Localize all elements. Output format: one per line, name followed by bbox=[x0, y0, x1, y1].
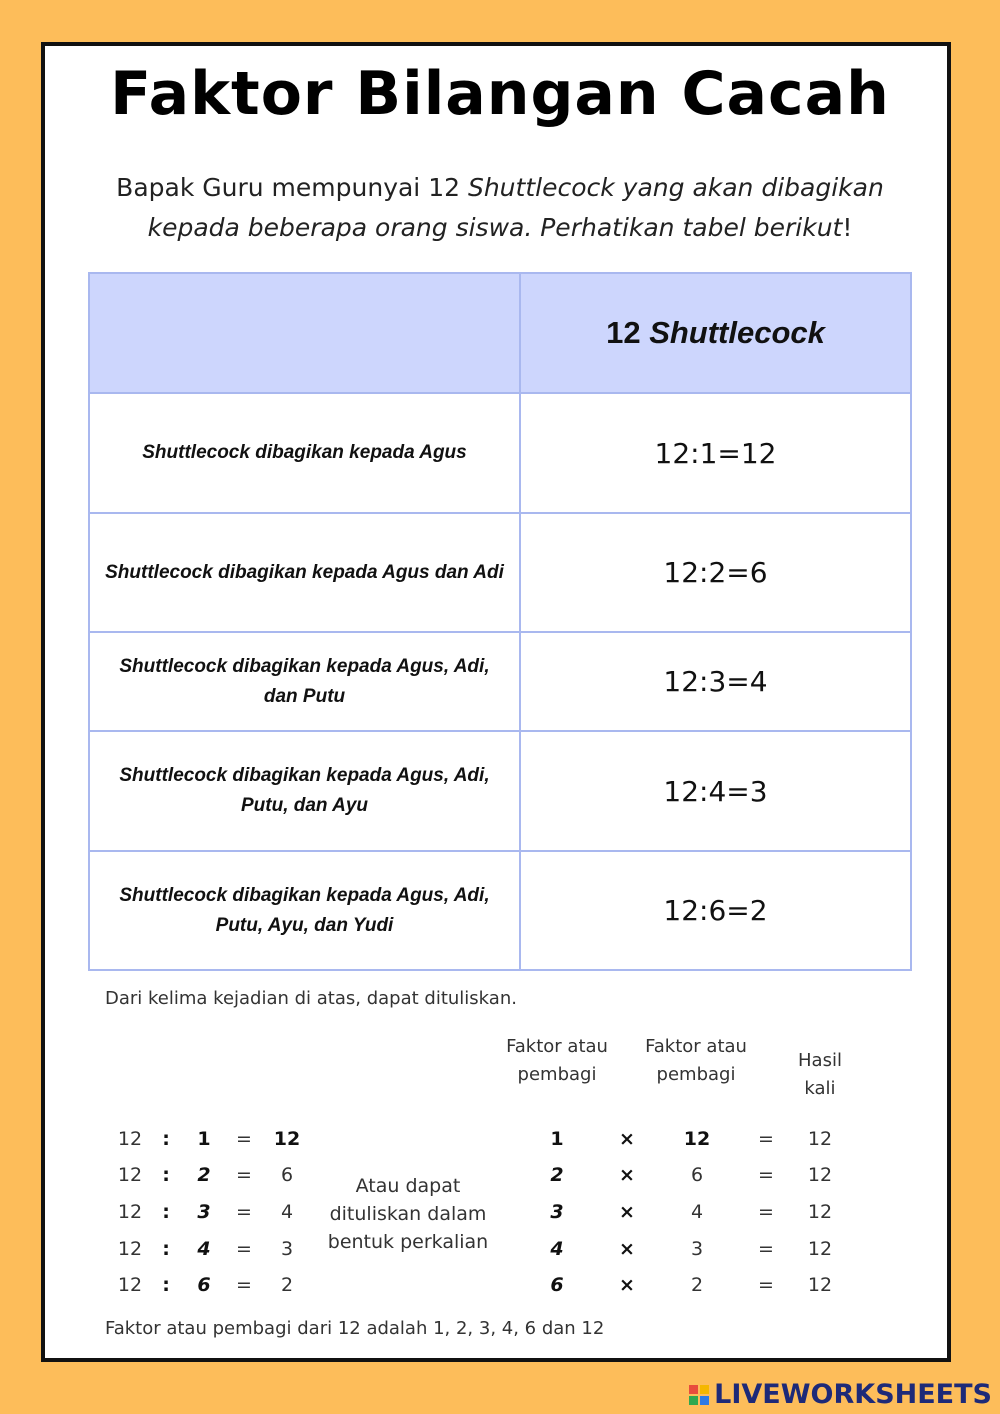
intro-line1-plain: Bapak Guru mempunyai 12 bbox=[116, 173, 468, 202]
row-label: Shuttlecock dibagikan kepada Agus, Adi, Putu, Ayu, dan Yudi bbox=[89, 851, 520, 970]
equals-sign: = bbox=[236, 1164, 252, 1186]
quotient: 4 bbox=[280, 1201, 294, 1223]
equals-sign: = bbox=[236, 1201, 252, 1223]
table-row bbox=[89, 632, 911, 731]
divisor: 2 bbox=[197, 1164, 211, 1186]
equals-sign: = bbox=[758, 1274, 774, 1296]
table-row bbox=[89, 393, 911, 513]
dividend: 12 bbox=[117, 1128, 143, 1150]
row-value: 12:1=12 bbox=[520, 393, 911, 513]
factor-b: 6 bbox=[690, 1164, 704, 1186]
factor-a: 6 bbox=[550, 1274, 564, 1296]
intro-paragraph bbox=[80, 168, 920, 248]
division-table bbox=[88, 272, 912, 971]
times-sign: × bbox=[619, 1164, 635, 1186]
division-sign: : bbox=[162, 1274, 170, 1296]
conclusion: Faktor atau pembagi dari 12 adalah 1, 2, 3, 4, 6 dan 12 bbox=[105, 1318, 605, 1339]
division-sign: : bbox=[162, 1164, 170, 1186]
factor-a: 1 bbox=[550, 1128, 564, 1150]
factor-a: 2 bbox=[550, 1164, 564, 1186]
division-sign: : bbox=[162, 1201, 170, 1223]
divisor: 3 bbox=[197, 1201, 211, 1223]
row-label: Shuttlecock dibagikan kepada Agus bbox=[89, 393, 520, 513]
equals-sign: = bbox=[236, 1128, 252, 1150]
column-header-factor1: Faktor atau pembagi bbox=[506, 1036, 608, 1085]
factor-a: 4 bbox=[550, 1238, 564, 1260]
table-row bbox=[89, 513, 911, 632]
brand-watermark bbox=[688, 1379, 992, 1410]
product: 12 bbox=[807, 1274, 833, 1296]
dividend: 12 bbox=[117, 1274, 143, 1296]
table-row bbox=[89, 731, 911, 851]
factor-b: 12 bbox=[683, 1128, 711, 1150]
row-value: 12:4=3 bbox=[520, 731, 911, 851]
division-sign: : bbox=[162, 1238, 170, 1260]
factor-b: 2 bbox=[690, 1274, 704, 1296]
times-sign: × bbox=[619, 1238, 635, 1260]
column-header-product: Hasil kali bbox=[798, 1050, 842, 1099]
liveworksheets-logo-icon bbox=[688, 1384, 710, 1406]
equals-sign: = bbox=[236, 1238, 252, 1260]
times-sign: × bbox=[619, 1274, 635, 1296]
times-sign: × bbox=[619, 1128, 635, 1150]
column-header-factor2: Faktor atau pembagi bbox=[645, 1036, 747, 1085]
product: 12 bbox=[807, 1164, 833, 1186]
equals-sign: = bbox=[758, 1201, 774, 1223]
row-label: Shuttlecock dibagikan kepada Agus, Adi, dan Putu bbox=[89, 632, 520, 731]
product: 12 bbox=[807, 1238, 833, 1260]
row-value: 12:3=4 bbox=[520, 632, 911, 731]
divisor: 6 bbox=[197, 1274, 211, 1296]
table-row bbox=[89, 851, 911, 970]
summary-intro: Dari kelima kejadian di atas, dapat dituliskan. bbox=[105, 988, 517, 1009]
quotient: 6 bbox=[280, 1164, 294, 1186]
brand-name: LIVEWORKSHEETS bbox=[714, 1379, 992, 1410]
equals-sign: = bbox=[758, 1128, 774, 1150]
dividend: 12 bbox=[117, 1238, 143, 1260]
intro-line2-end: ! bbox=[842, 213, 853, 242]
page-title: Faktor Bilangan Cacah bbox=[110, 59, 890, 129]
header-word: Shuttlecock bbox=[649, 315, 825, 350]
row-value: 12:6=2 bbox=[520, 851, 911, 970]
factor-b: 3 bbox=[690, 1238, 704, 1260]
product: 12 bbox=[807, 1128, 833, 1150]
intro-line2-italic: kepada beberapa orang siswa. Perhatikan tabel berikut bbox=[147, 213, 843, 242]
quotient: 3 bbox=[280, 1238, 294, 1260]
product: 12 bbox=[807, 1201, 833, 1223]
quotient: 12 bbox=[273, 1128, 301, 1150]
times-sign: × bbox=[619, 1201, 635, 1223]
dividend: 12 bbox=[117, 1201, 143, 1223]
header-cell bbox=[520, 273, 911, 393]
table-header-row bbox=[89, 273, 911, 393]
quotient: 2 bbox=[280, 1274, 294, 1296]
header-number: 12 bbox=[606, 315, 650, 350]
equals-sign: = bbox=[758, 1238, 774, 1260]
factor-b: 4 bbox=[690, 1201, 704, 1223]
row-value: 12:2=6 bbox=[520, 513, 911, 632]
dividend: 12 bbox=[117, 1164, 143, 1186]
equals-sign: = bbox=[758, 1164, 774, 1186]
intro-line1-italic: Shuttlecock yang akan dibagikan bbox=[467, 173, 884, 202]
divisor: 4 bbox=[197, 1238, 211, 1260]
divisor: 1 bbox=[197, 1128, 211, 1150]
factor-a: 3 bbox=[550, 1201, 564, 1223]
header-empty-cell bbox=[89, 273, 520, 393]
multiplication-note: Atau dapat dituliskan dalam bentuk perkalian bbox=[327, 1175, 489, 1253]
equals-sign: = bbox=[236, 1274, 252, 1296]
division-sign: : bbox=[162, 1128, 170, 1150]
row-label: Shuttlecock dibagikan kepada Agus dan Adi bbox=[89, 513, 520, 632]
row-label: Shuttlecock dibagikan kepada Agus, Adi, Putu, dan Ayu bbox=[89, 731, 520, 851]
